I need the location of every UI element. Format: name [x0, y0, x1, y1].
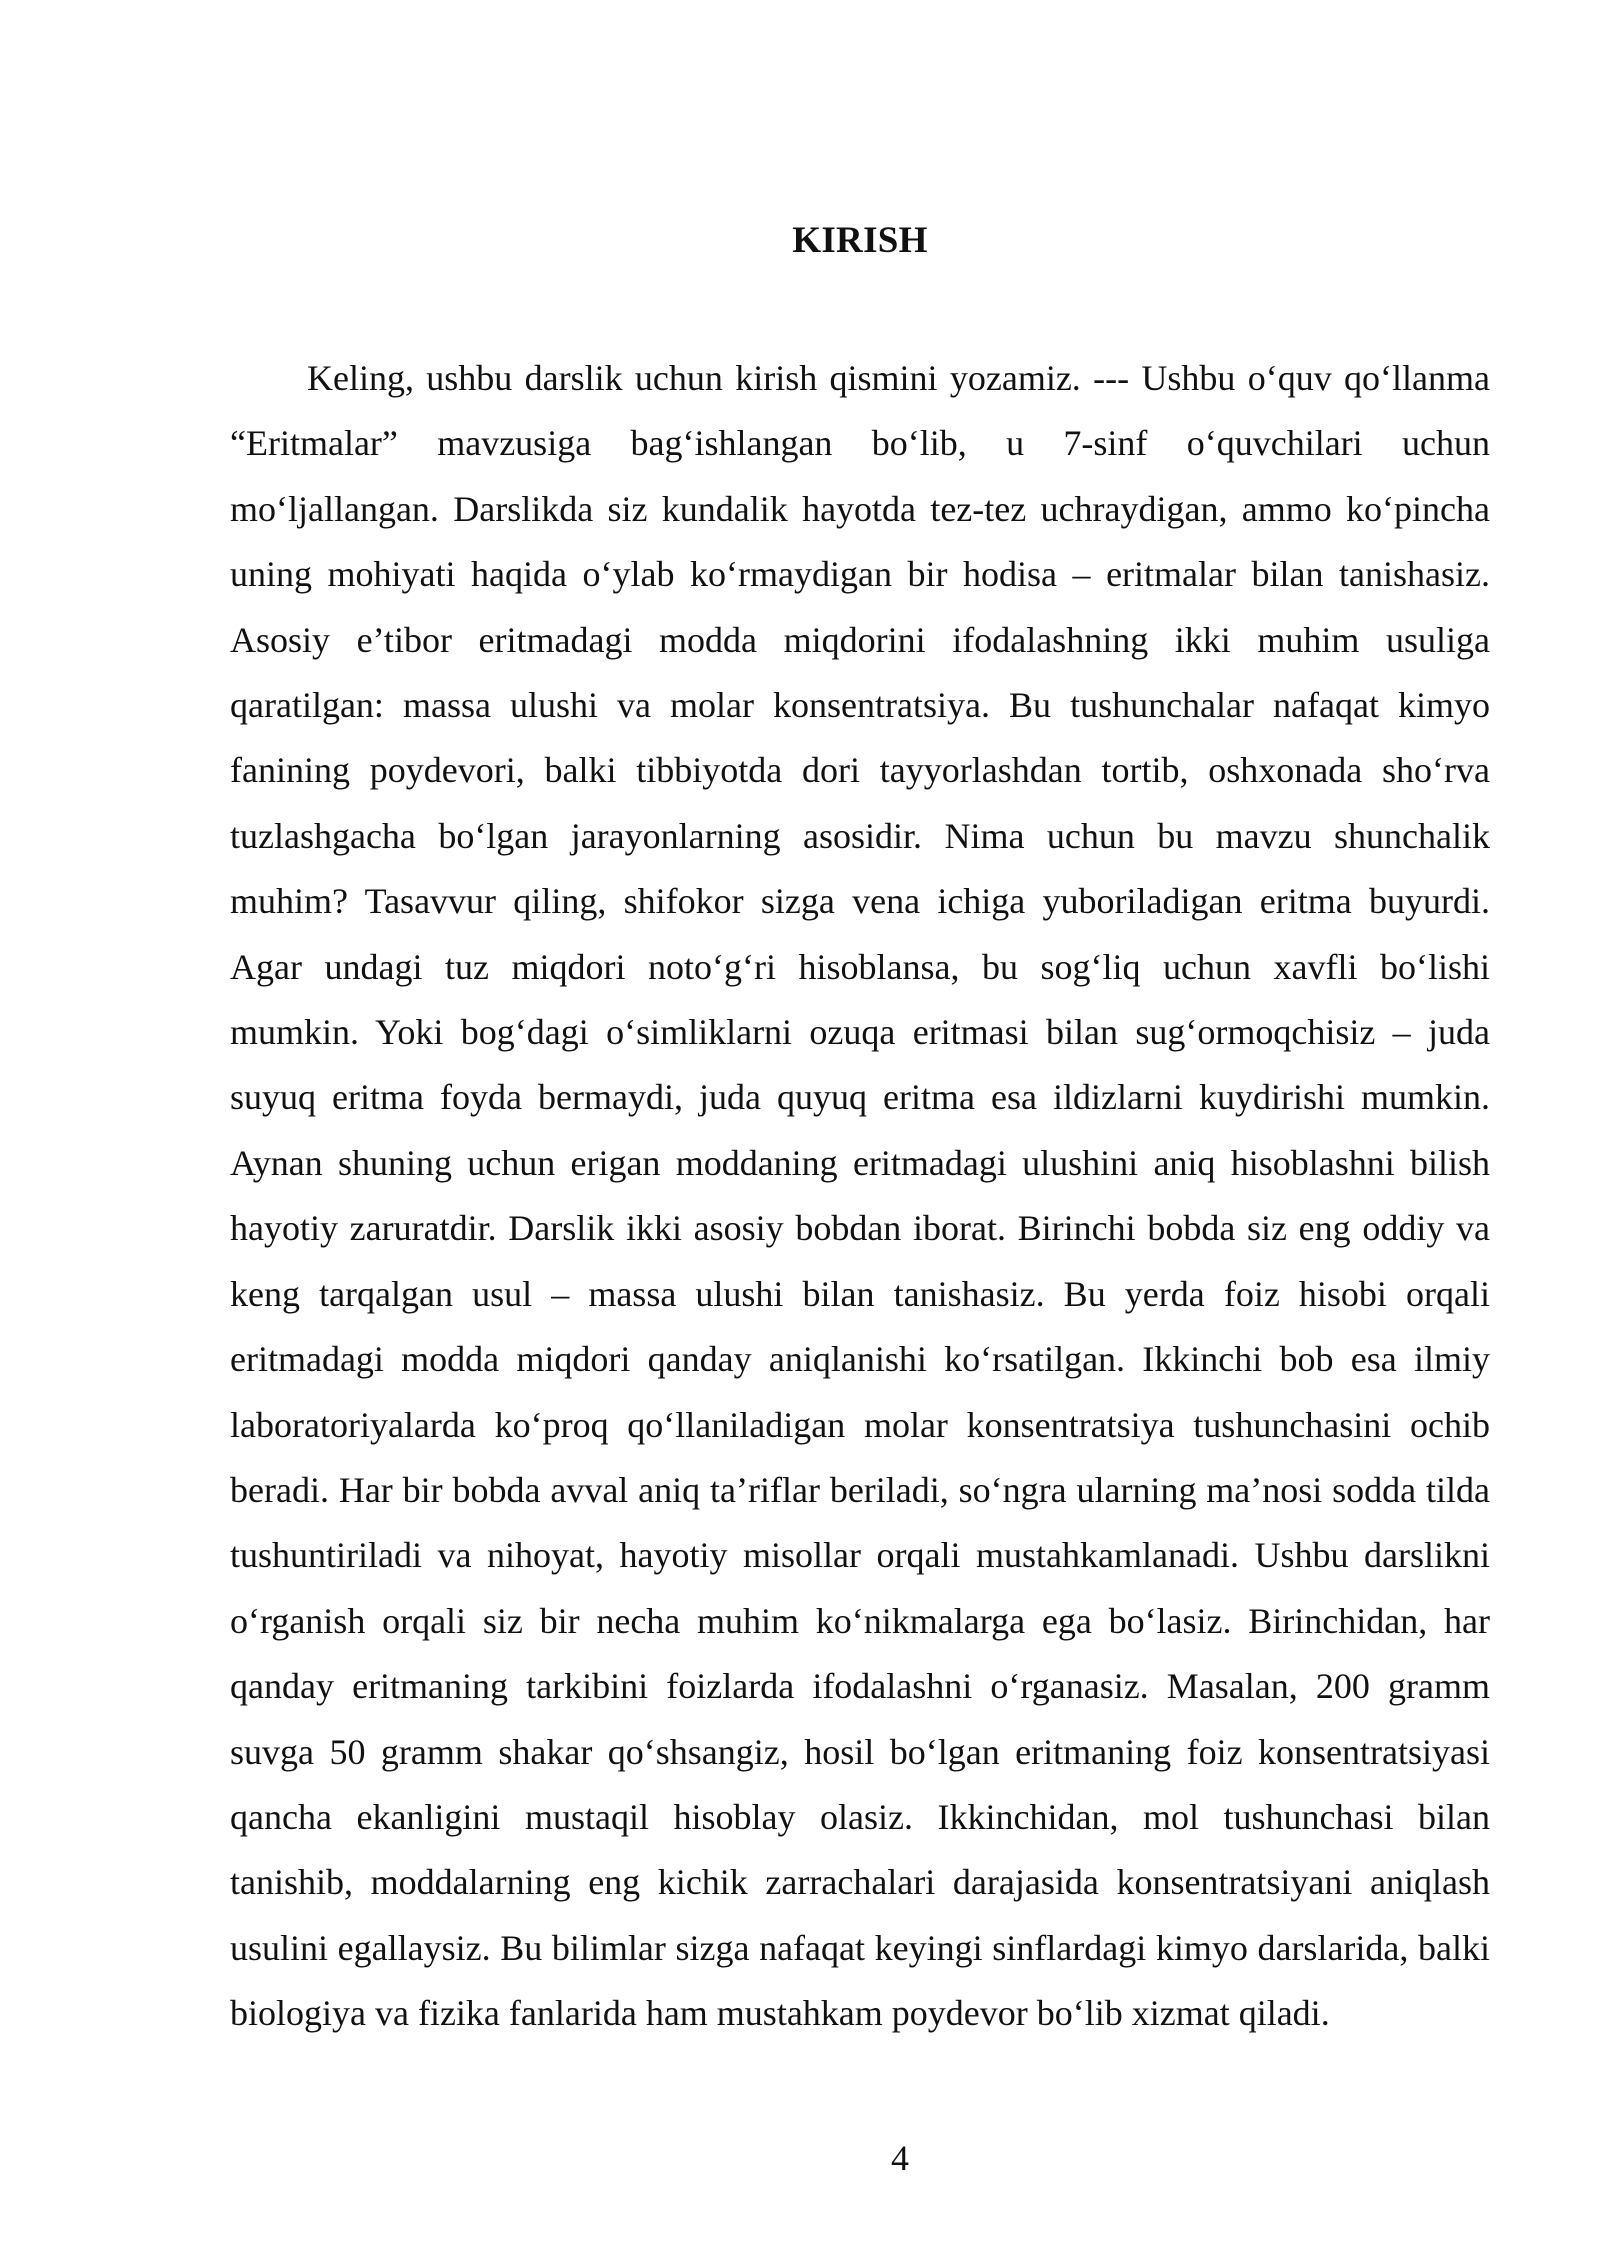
page-title: KIRISH — [792, 220, 928, 261]
introduction-paragraph: Keling, ushbu darslik uchun kirish qismini yozamiz. --- Ushbu o‘quv qo‘llanma “Eritmalar” mavzusiga bag‘ishlangan bo‘lib, u 7-sinf o‘quvchilari uchun mo‘ljallangan. Darslikda siz kundalik hayotda tez-tez uchraydigan, ammo ko‘pincha uning mohiyati haqida o‘ylab ko‘rmaydigan bir hodisa – eritmalar bilan tanishasiz. Asosiy e’tibor eritmadagi modda miqdorini ifodalashning ikki muhim usuliga qaratilgan: massa ulushi va molar konsentratsiya. Bu tushunchalar nafaqat kimyo fanining poydevori, balki tibbiyotda dori tayyorlashdan tortib, oshxonada sho‘rva tuzlashgacha bo‘lgan jarayonlarning asosidir. Nima uchun bu mavzu shunchalik muhim? Tasavvur qiling, shifokor sizga vena ichiga yuboriladigan eritma buyurdi. Agar undagi tuz miqdori noto‘g‘ri hisoblansa, bu sog‘liq uchun xavfli bo‘lishi mumkin. Yoki bog‘dagi o‘simliklarni ozuqa eritmasi bilan sug‘ormoqchisiz – juda suyuq eritma foyda bermaydi, juda quyuq eritma esa ildizlarni kuydirishi mumkin. Aynan shuning uchun erigan moddaning eritmadagi ulushini aniq hisoblashni bilish hayotiy zaruratdir. Darslik ikki asosiy bobdan iborat. Birinchi bobda siz eng oddiy va keng tarqalgan usul – massa ulushi bilan tanishasiz. Bu yerda foiz hisobi orqali eritmadagi modda miqdori qanday aniqlanishi ko‘rsatilgan. Ikkinchi bob esa ilmiy laboratoriyalarda ko‘proq qo‘llaniladigan molar konsentratsiya tushunchasini ochib beradi. Har bir bobda avval aniq ta’riflar beriladi, so‘ngra ularning ma’nosi sodda tilda tushuntiriladi va nihoyat, hayotiy misollar orqali mustahkamlanadi. Ushbu darslikni o‘rganish orqali siz bir necha muhim ko‘nikmalarga ega bo‘lasiz. Birinchidan, har qanday eritmaning tarkibini foizlarda ifodalashni o‘rganasiz. Masalan, 200 gramm suvga 50 gramm shakar qo‘shsangiz, hosil bo‘lgan eritmaning foiz konsentratsiyasi qancha ekanligini mustaqil hisoblay olasiz. Ikkinchidan, mol tushunchasi bilan tanishib, moddalarning eng kichik zarrachalari darajasida konsentratsiyani aniqlash usulini egallaysiz. Bu bilimlar sizga nafaqat keyingi sinflardagi kimyo darslarida, balki biologiya va fizika fanlarida ham mustahkam poydevor bo‘lib xizmat qiladi. — [230, 358, 1490, 2034]
page-number: 4 — [891, 2138, 909, 2178]
